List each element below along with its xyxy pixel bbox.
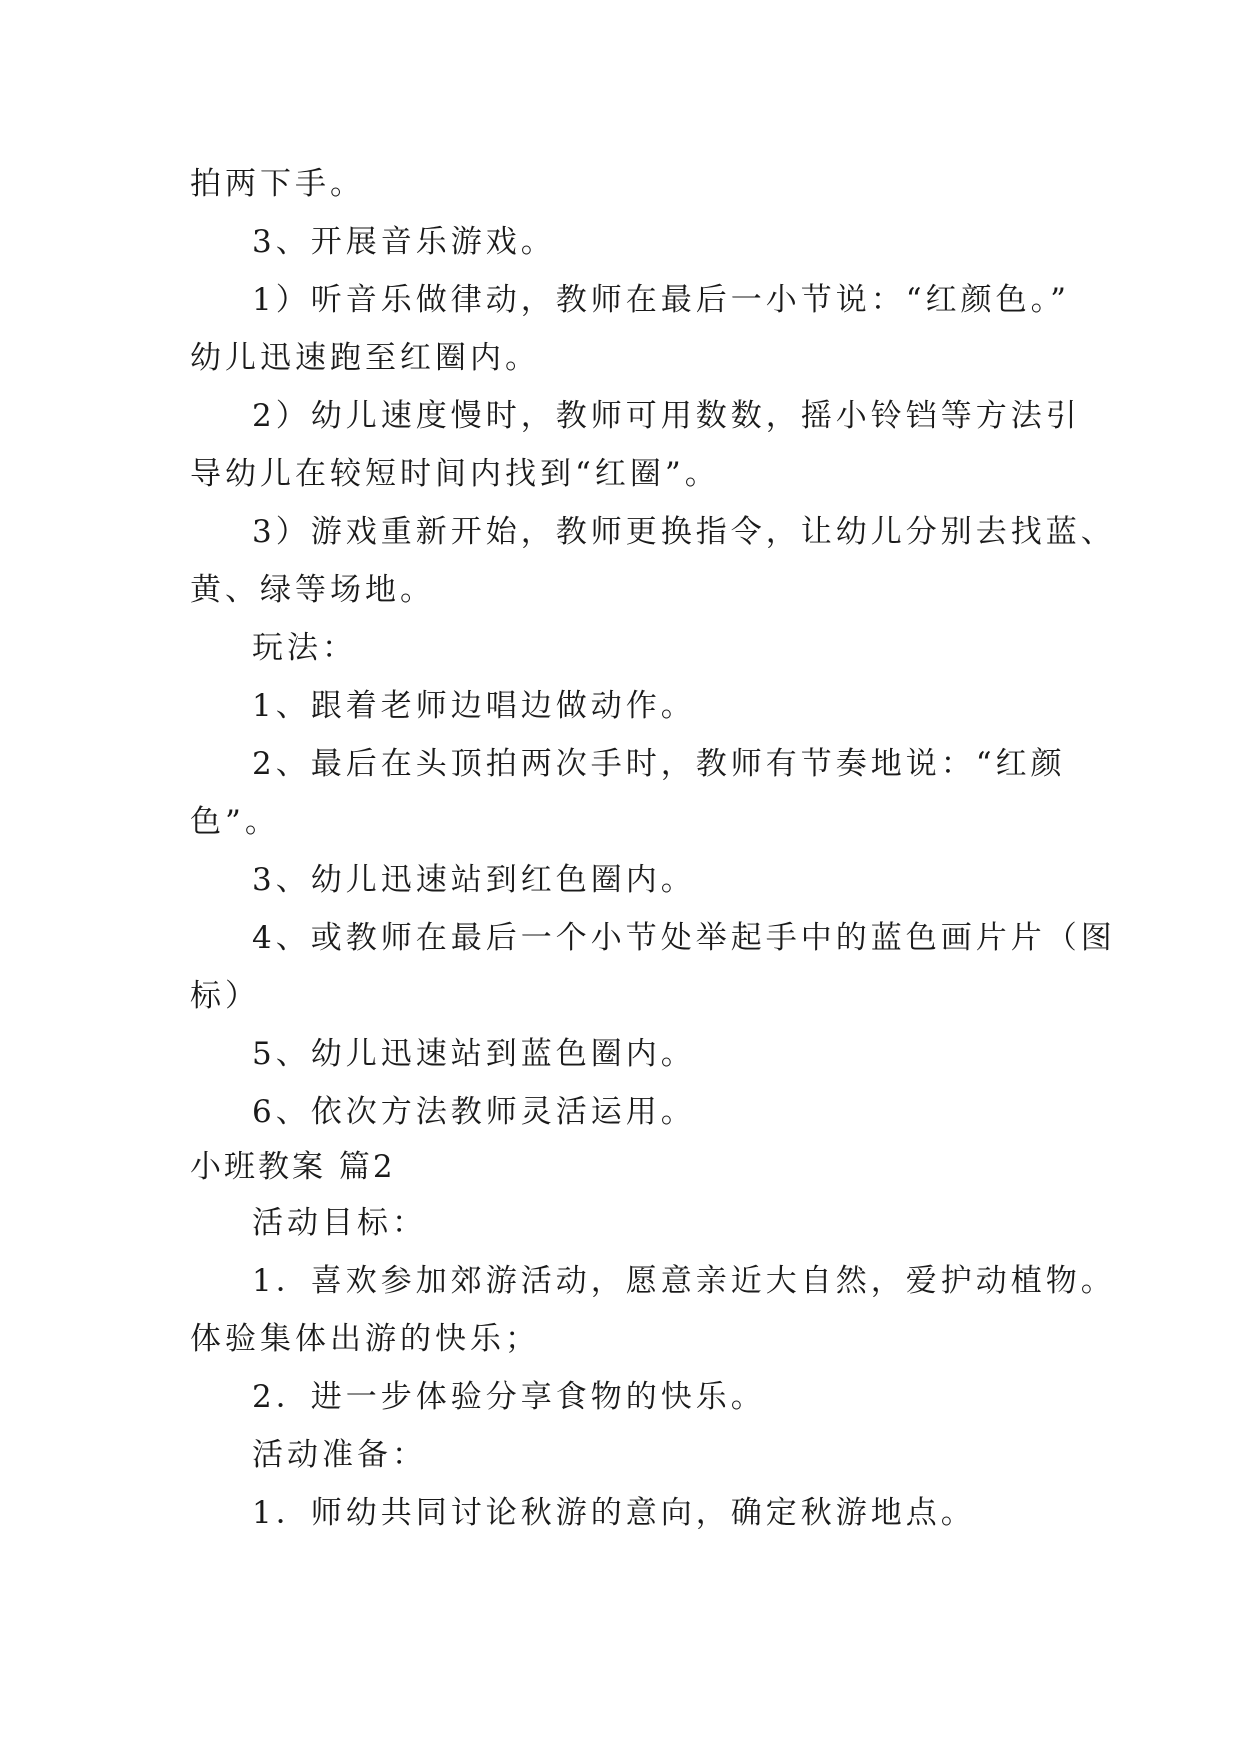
paragraph-line: 体验集体出游的快乐； (190, 1321, 540, 1357)
paragraph-line: 2．进一步体验分享食物的快乐。 (252, 1379, 766, 1415)
paragraph-line: 5、幼儿迅速站到蓝色圈内。 (252, 1036, 696, 1072)
paragraph-line: 拍两下手。 (190, 166, 365, 202)
section-label: 玩法： (252, 630, 357, 666)
paragraph-line: 6、依次方法教师灵活运用。 (252, 1094, 696, 1130)
paragraph-line: 3）游戏重新开始，教师更换指令，让幼儿分别去找蓝、 (252, 514, 1116, 550)
paragraph-line: 3、开展音乐游戏。 (252, 224, 556, 260)
paragraph-line: 1、跟着老师边唱边做动作。 (252, 688, 696, 724)
paragraph-line: 标） (190, 978, 260, 1014)
paragraph-line: 2）幼儿速度慢时，教师可用数数，摇小铃铛等方法引 (252, 398, 1081, 434)
paragraph-line: 1．师幼共同讨论秋游的意向，确定秋游地点。 (252, 1495, 976, 1531)
section-label: 活动准备： (252, 1437, 427, 1473)
paragraph-line: 幼儿迅速跑至红圈内。 (190, 340, 540, 376)
paragraph-line: 色”。 (190, 804, 280, 840)
paragraph-line: 1．喜欢参加郊游活动，愿意亲近大自然，爱护动植物。 (252, 1263, 1116, 1299)
section-heading: 小班教案 篇2 (190, 1149, 396, 1185)
paragraph-line: 导幼儿在较短时间内找到“红圈”。 (190, 456, 720, 492)
paragraph-line: 1）听音乐做律动，教师在最后一小节说：“红颜色。” (252, 282, 1070, 318)
paragraph-line: 4、或教师在最后一个小节处举起手中的蓝色画片片（图 (252, 920, 1116, 956)
paragraph-line: 2、最后在头顶拍两次手时，教师有节奏地说：“红颜 (252, 746, 1066, 782)
paragraph-line: 黄、绿等场地。 (190, 572, 435, 608)
paragraph-line: 3、幼儿迅速站到红色圈内。 (252, 862, 696, 898)
section-label: 活动目标： (252, 1205, 427, 1241)
